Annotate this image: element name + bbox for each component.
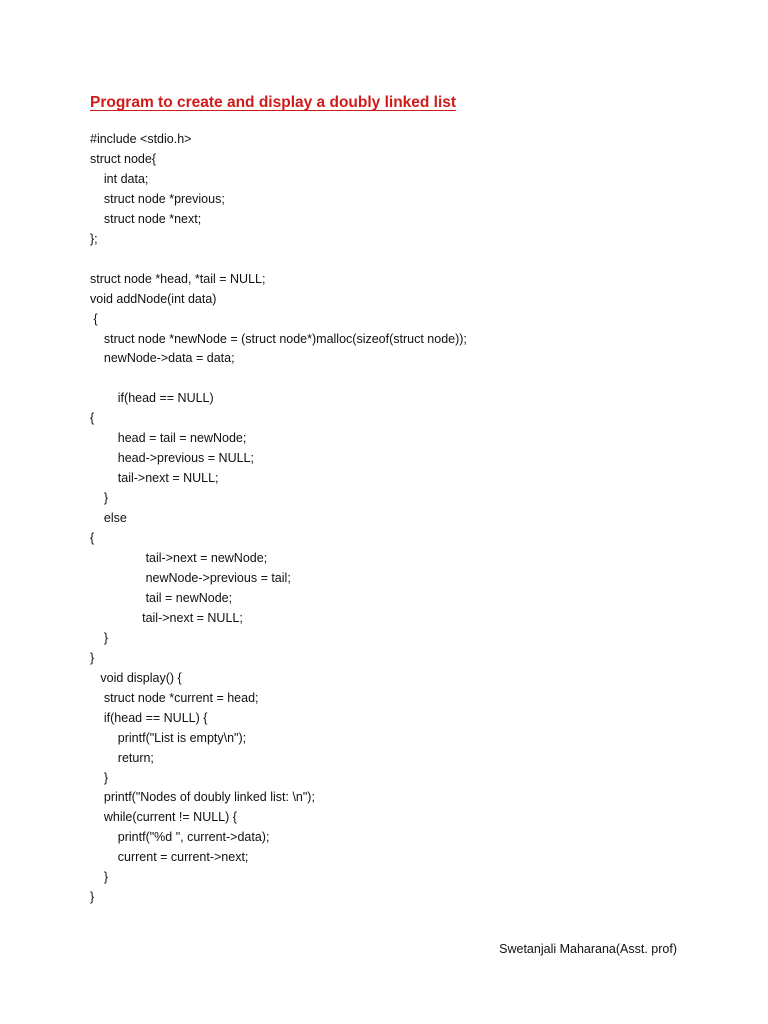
- code-line: }: [90, 890, 95, 905]
- code-line: {: [90, 311, 98, 326]
- code-line: while(current != NULL) {: [90, 810, 237, 825]
- code-line: };: [90, 231, 98, 246]
- code-line: [90, 250, 467, 270]
- code-line: struct node *next;: [90, 211, 202, 226]
- code-line: printf("List is empty\n");: [90, 730, 247, 745]
- code-line: struct node *current = head;: [90, 690, 259, 705]
- code-line: printf("Nodes of doubly linked list: \n");: [90, 790, 315, 805]
- code-line: head->previous = NULL;: [90, 451, 254, 466]
- code-line: }: [90, 870, 109, 885]
- code-line: if(head == NULL) {: [90, 710, 208, 725]
- code-line: struct node *head, *tail = NULL;: [90, 271, 266, 286]
- code-line: head = tail = newNode;: [90, 431, 247, 446]
- code-line: void addNode(int data): [90, 291, 217, 306]
- code-line: newNode->data = data;: [90, 351, 235, 366]
- code-line: tail->next = NULL;: [90, 471, 219, 486]
- code-line: [90, 369, 467, 389]
- code-line: struct node{: [90, 151, 157, 166]
- code-line: {: [90, 531, 95, 546]
- code-line: tail = newNode;: [90, 590, 233, 605]
- code-line: }: [90, 650, 95, 665]
- code-line: tail->next = newNode;: [90, 551, 268, 566]
- code-line: }: [90, 770, 109, 785]
- code-line: newNode->previous = tail;: [90, 570, 291, 585]
- code-line: if(head == NULL): [90, 391, 214, 406]
- code-line: tail->next = NULL;: [90, 610, 243, 625]
- page-title: Program to create and display a doubly linked list: [90, 94, 457, 111]
- code-line: }: [90, 491, 109, 506]
- code-line: return;: [90, 750, 154, 765]
- code-line: struct node *newNode = (struct node*)malloc(sizeof(struct node));: [90, 331, 467, 346]
- code-line: int data;: [90, 171, 149, 186]
- code-line: struct node *previous;: [90, 191, 225, 206]
- code-line: printf("%d ", current->data);: [90, 830, 270, 845]
- author-footer: Swetanjali Maharana(Asst. prof): [499, 942, 677, 956]
- code-block: [90, 130, 467, 908]
- code-line: else: [90, 511, 127, 526]
- code-line: void display() {: [90, 670, 182, 685]
- code-line: current = current->next;: [90, 850, 249, 865]
- code-line: {: [90, 411, 95, 426]
- code-line: }: [90, 630, 109, 645]
- code-line: #include <stdio.h>: [90, 132, 192, 146]
